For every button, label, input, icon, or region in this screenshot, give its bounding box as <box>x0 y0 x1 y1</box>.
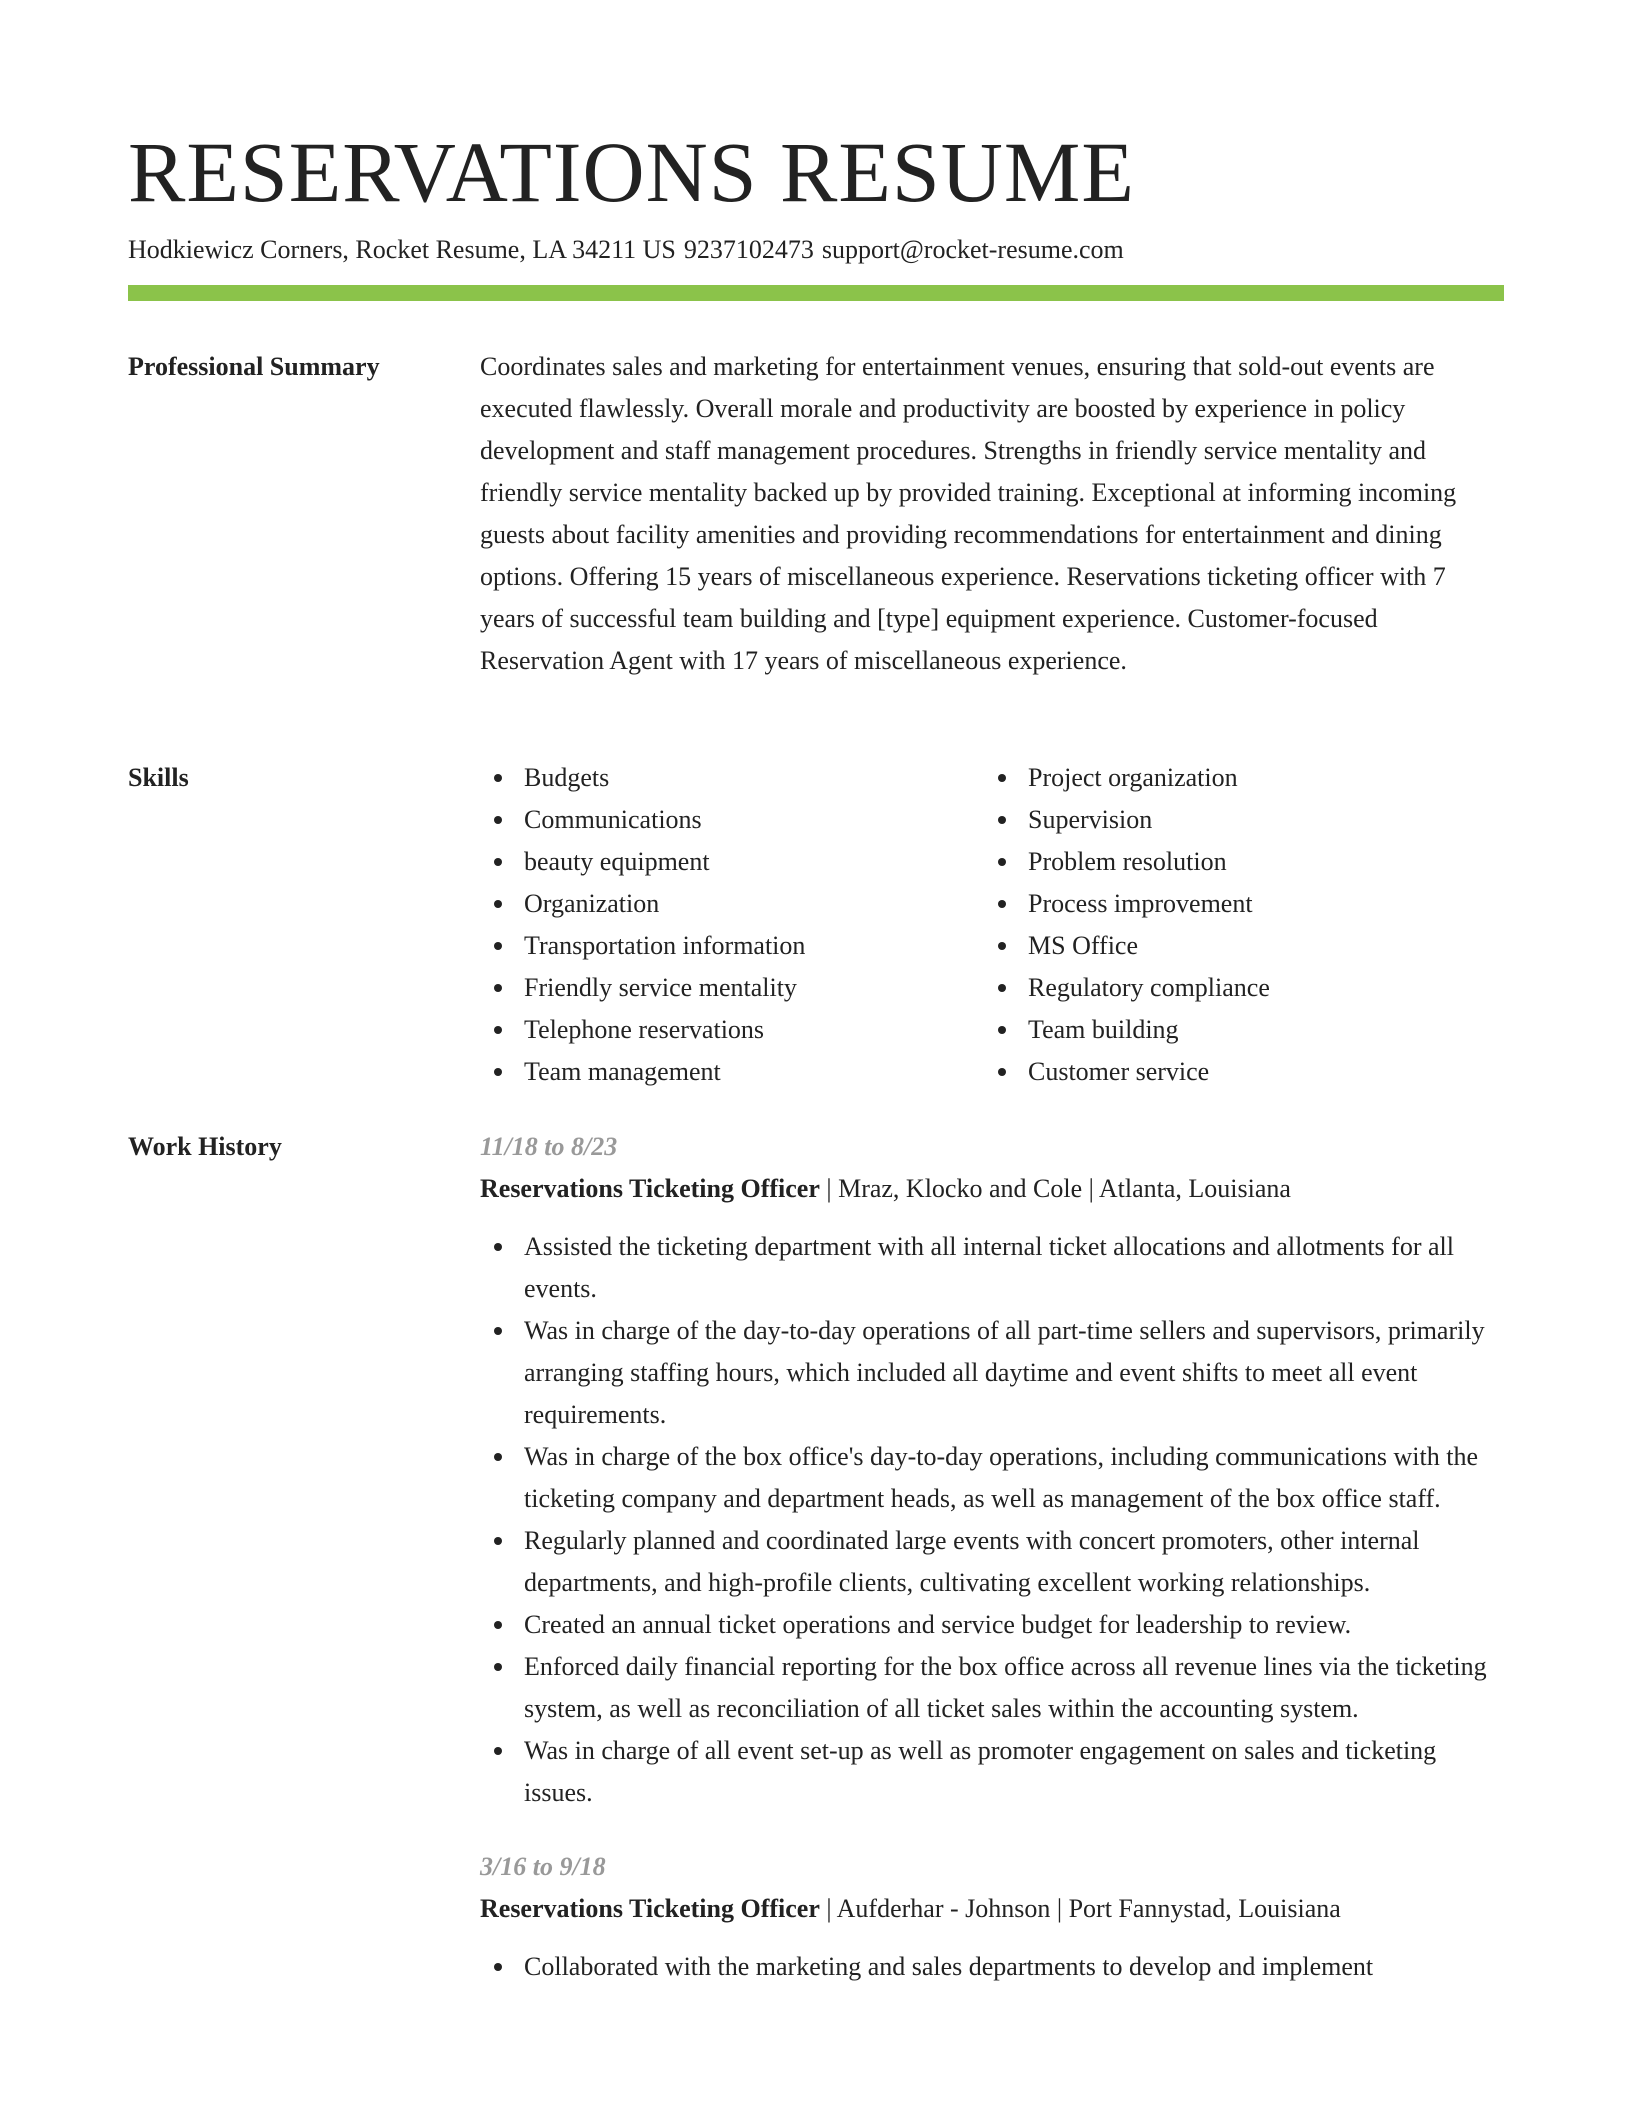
job-bullet: Regularly planned and coordinated large events with concert promoters, other internal departments, and high-profile clients, cultivating excellent working relationships. <box>480 1520 1504 1604</box>
job-employer-location: | Mraz, Klocko and Cole | Atlanta, Louisiana <box>819 1174 1291 1203</box>
job-bullet: Was in charge of the day-to-day operations of all part-time sellers and supervisors, primarily arranging staffing hours, which included all daytime and event shifts to meet all event requirements. <box>480 1310 1504 1436</box>
skill-item: beauty equipment <box>480 841 984 883</box>
skill-item: Team building <box>984 1009 1488 1051</box>
work-history-content <box>480 1126 1504 1988</box>
skill-item: Supervision <box>984 799 1488 841</box>
address-text: Hodkiewicz Corners, Rocket Resume, LA 34211 US <box>128 235 676 264</box>
job-title: Reservations Ticketing Officer <box>480 1174 820 1203</box>
job-bullet: Enforced daily financial reporting for the box office across all revenue lines via the ticketing system, as well as reconciliation of all ticket sales within the accounting system. <box>480 1646 1504 1730</box>
skill-item: MS Office <box>984 925 1488 967</box>
job-dates: 3/16 to 9/18 <box>480 1852 606 1881</box>
skill-item: Customer service <box>984 1051 1488 1093</box>
email-link[interactable]: support@rocket-resume.com <box>821 235 1124 264</box>
resume-title: RESERVATIONS RESUME <box>128 124 1135 220</box>
skill-item: Problem resolution <box>984 841 1488 883</box>
skill-item: Project organization <box>984 757 1488 799</box>
skills-column-right <box>984 757 1488 1093</box>
skill-item: Friendly service mentality <box>480 967 984 1009</box>
job-bullet: Was in charge of the box office's day-to-day operations, including communications with the ticketing company and department heads, as well as management of the box office staff. <box>480 1436 1504 1520</box>
summary-text: Coordinates sales and marketing for entertainment venues, ensuring that sold-out events are executed flawlessly. Overall morale and productivity are boosted by experience in policy development and staff management procedures. Strengths in friendly service mentality and friendly service mentality backed up by provided training. Exceptional at informing incoming guests about facility amenities and providing recommendations for entertainment and dining options. Offering 15 years of miscellaneous experience. Reservations ticketing officer with 7 years of successful team building and [type] equipment experience. Customer-focused Reservation Agent with 17 years of miscellaneous experience. <box>480 352 1457 675</box>
skill-item: Transportation information <box>480 925 984 967</box>
skill-item: Process improvement <box>984 883 1488 925</box>
skills-label: Skills <box>128 763 189 792</box>
job-entry <box>480 1126 1504 1814</box>
job-bullets <box>480 1946 1504 1988</box>
job-entry <box>480 1846 1504 1988</box>
job-title: Reservations Ticketing Officer <box>480 1894 820 1923</box>
skill-item: Communications <box>480 799 984 841</box>
job-employer-location: | Aufderhar - Johnson | Port Fannystad, Louisiana <box>819 1894 1341 1923</box>
work-history-label: Work History <box>128 1132 282 1161</box>
skill-item: Telephone reservations <box>480 1009 984 1051</box>
job-bullet: Collaborated with the marketing and sales departments to develop and implement <box>480 1946 1504 1988</box>
skill-item: Regulatory compliance <box>984 967 1488 1009</box>
skills-content <box>480 757 1504 1093</box>
skill-item: Team management <box>480 1051 984 1093</box>
skills-column-left <box>480 757 984 1093</box>
summary-content <box>480 346 1504 682</box>
phone-text: 9237102473 <box>683 235 814 264</box>
contact-line <box>128 232 1124 268</box>
header-divider <box>128 285 1504 301</box>
summary-label: Professional Summary <box>128 352 380 381</box>
job-bullet: Created an annual ticket operations and service budget for leadership to review. <box>480 1604 1504 1646</box>
job-heading <box>480 1888 1504 1930</box>
job-bullet: Was in charge of all event set-up as well as promoter engagement on sales and ticketing issues. <box>480 1730 1504 1814</box>
job-dates: 11/18 to 8/23 <box>480 1132 618 1161</box>
job-heading <box>480 1168 1504 1210</box>
job-bullet: Assisted the ticketing department with all internal ticket allocations and allotments for all events. <box>480 1226 1504 1310</box>
skill-item: Budgets <box>480 757 984 799</box>
job-bullets <box>480 1226 1504 1814</box>
skill-item: Organization <box>480 883 984 925</box>
